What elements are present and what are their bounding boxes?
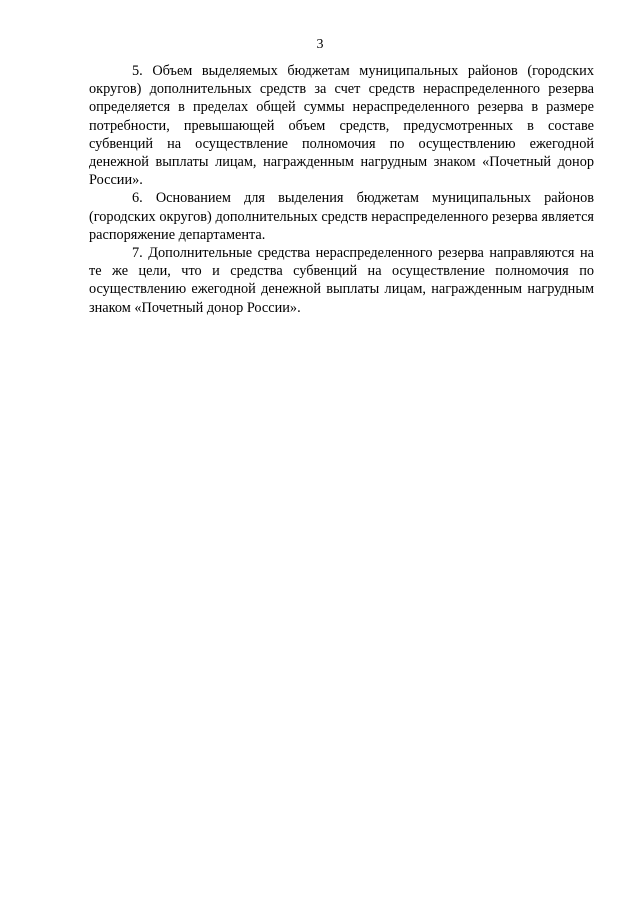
page-number: 3	[316, 37, 324, 52]
document-body	[89, 62, 594, 317]
paragraph-7: 7. Дополнительные средства нераспределенного резерва направляются на те же цели, что и средства субвенций на осуществление полномочия по осуществлению ежегодной денежной выплаты лицам, награжденным нагрудным знаком «Почетный донор России».	[89, 245, 594, 316]
paragraph-5: 5. Объем выделяемых бюджетам муниципальных районов (городских округов) дополнительных средств за счет средств нераспределенного резерва определяется в пределах общей суммы нераспределенного резерва в размере потребности, превышающей объем средств, предусмотренных в составе субвенций на осуществление полномочия по осуществлению ежегодной денежной выплаты лицам, награжденным нагрудным знаком «Почетный донор России».	[89, 63, 594, 189]
paragraph-6: 6. Основанием для выделения бюджетам муниципальных районов (городских округов) дополнительных средств нераспределенного резерва является распоряжение департамента.	[89, 190, 594, 243]
